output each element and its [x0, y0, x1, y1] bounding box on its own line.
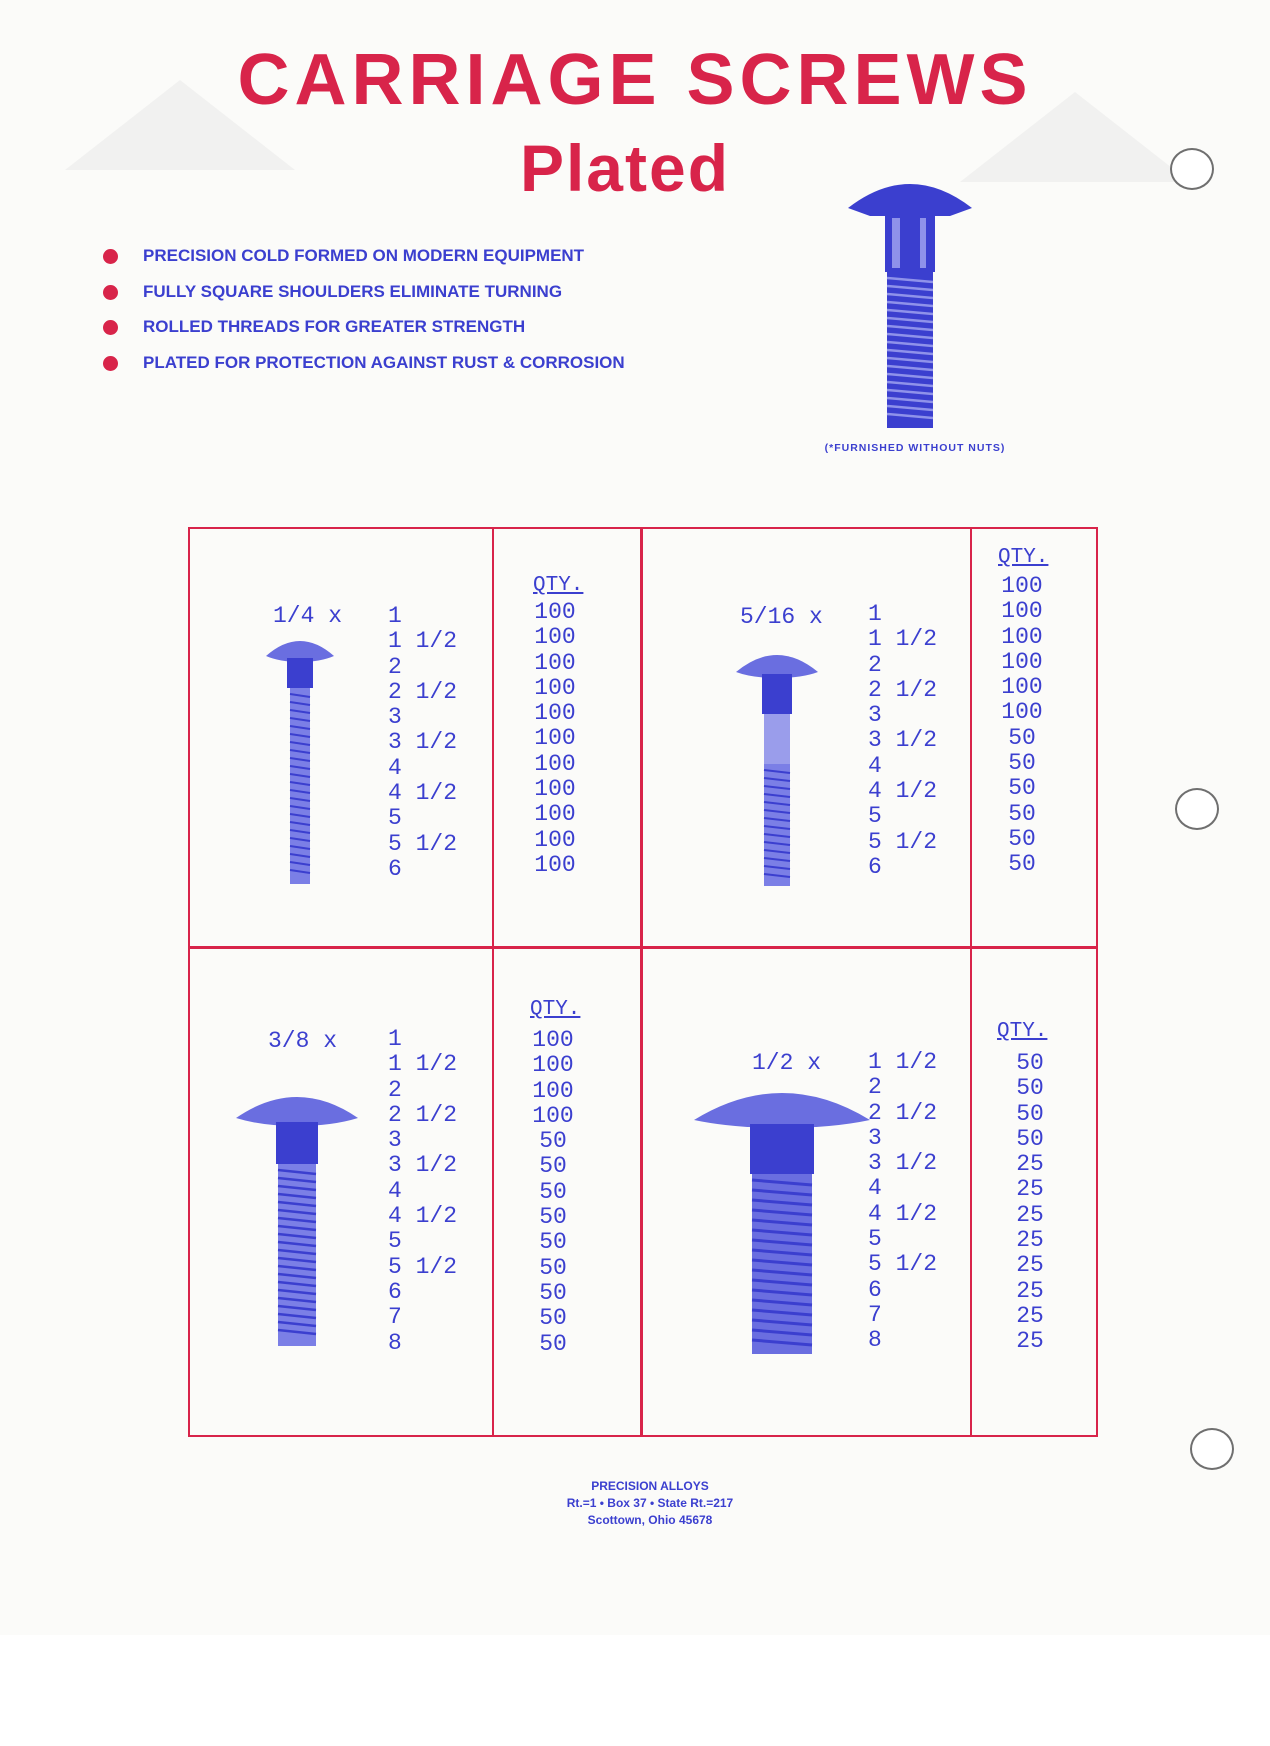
length-item: 4 1/2	[868, 778, 938, 805]
size-label: 5/16 x	[740, 604, 823, 630]
feature-item: PRECISION COLD FORMED ON MODERN EQUIPMENT	[100, 238, 625, 274]
quantity-item: 25	[1016, 1252, 1044, 1279]
length-item: 3	[388, 1127, 402, 1154]
feature-item: ROLLED THREADS FOR GREATER STRENGTH	[100, 309, 625, 345]
length-item: 4	[388, 754, 402, 781]
company-name: PRECISION ALLOYS	[591, 1479, 709, 1493]
quantity-item: 50	[1016, 1050, 1044, 1076]
quantity-item: 100	[534, 826, 576, 853]
binder-hole-icon	[1190, 1428, 1234, 1470]
quantity-list	[995, 1051, 1065, 1355]
feature-item: PLATED FOR PROTECTION AGAINST RUST & CORROSION	[100, 345, 625, 381]
length-item: 3	[868, 1124, 882, 1151]
length-item: 1	[388, 1026, 402, 1052]
length-item: 5 1/2	[868, 828, 938, 855]
quantity-item: 100	[1001, 699, 1043, 726]
quantity-list	[987, 574, 1057, 878]
qty-divider-right	[970, 527, 972, 1437]
carriage-screw-icon	[260, 632, 340, 892]
length-list	[868, 1050, 937, 1354]
quantity-item: 100	[532, 1052, 574, 1079]
length-item: 2 1/2	[388, 1101, 458, 1128]
length-list	[868, 602, 937, 880]
length-item: 4 1/2	[388, 1203, 458, 1230]
quantity-item: 100	[534, 624, 576, 651]
quantity-item: 100	[532, 1077, 574, 1104]
quantity-item: 50	[539, 1153, 567, 1180]
length-item: 2 1/2	[388, 678, 458, 705]
bullet-dot-icon	[103, 285, 118, 300]
length-item: 1	[868, 601, 882, 627]
quantity-item: 100	[534, 776, 576, 803]
quantity-item: 25	[1016, 1201, 1044, 1228]
quantity-list	[520, 600, 590, 878]
qty-header: QTY.	[998, 546, 1049, 569]
quantity-item: 100	[1001, 573, 1043, 599]
quantity-item: 100	[534, 649, 576, 676]
length-item: 5	[868, 803, 882, 830]
length-item: 6	[868, 1276, 882, 1303]
quantity-item: 50	[1016, 1075, 1044, 1102]
company-city: Scottown, Ohio 45678	[587, 1513, 713, 1527]
quantity-item: 50	[1008, 775, 1036, 802]
bullet-dot-icon	[103, 356, 118, 371]
page-title: CARRIAGE SCREWS	[237, 40, 1033, 120]
quantity-item: 50	[1008, 750, 1036, 777]
quantity-item: 25	[1016, 1277, 1044, 1304]
grid-divider-vertical	[640, 527, 643, 1437]
quantity-item: 25	[1016, 1302, 1044, 1329]
quantity-item: 100	[534, 700, 576, 727]
length-list	[388, 604, 457, 882]
length-item: 5 1/2	[868, 1251, 938, 1278]
length-item: 1 1/2	[868, 626, 938, 653]
quantity-item: 100	[1001, 648, 1043, 675]
size-label: 1/4 x	[273, 603, 343, 629]
quantity-item: 25	[1016, 1151, 1044, 1178]
quantity-item: 50	[1016, 1125, 1044, 1152]
quantity-item: 100	[534, 599, 576, 625]
length-item: 2	[868, 651, 882, 678]
size-label: 1/2 x	[752, 1050, 822, 1076]
quantity-list	[518, 1028, 588, 1357]
length-item: 2 1/2	[868, 676, 938, 703]
quantity-item: 50	[1008, 851, 1036, 878]
binder-hole-icon	[1175, 788, 1219, 830]
length-item: 1 1/2	[388, 1051, 458, 1078]
qty-header: QTY.	[997, 1020, 1048, 1043]
length-item: 8	[868, 1327, 882, 1354]
quantity-item: 25	[1016, 1227, 1044, 1254]
length-item: 7	[868, 1301, 882, 1328]
length-item: 5	[388, 1228, 402, 1255]
length-item: 8	[388, 1329, 402, 1356]
quantity-item: 50	[539, 1254, 567, 1281]
quantity-item: 50	[539, 1229, 567, 1256]
carriage-screw-icon	[840, 178, 980, 438]
length-item: 1 1/2	[388, 628, 458, 655]
length-item: 2 1/2	[868, 1099, 938, 1126]
length-item: 2	[388, 653, 402, 680]
length-item: 3	[388, 704, 402, 731]
bullet-dot-icon	[103, 249, 118, 264]
length-item: 4	[868, 752, 882, 779]
nuts-note: (*FURNISHED WITHOUT NUTS)	[824, 442, 1006, 454]
length-item: 4 1/2	[388, 780, 458, 807]
quantity-item: 100	[534, 801, 576, 828]
quantity-item: 50	[539, 1178, 567, 1205]
quantity-item: 50	[1008, 800, 1036, 827]
quantity-item: 100	[1001, 598, 1043, 625]
length-item: 5 1/2	[388, 1253, 458, 1280]
length-item: 2	[388, 1076, 402, 1103]
quantity-item: 100	[1001, 623, 1043, 650]
length-item: 1 1/2	[868, 1049, 938, 1075]
quantity-item: 50	[1008, 825, 1036, 852]
quantity-item: 50	[539, 1204, 567, 1231]
quantity-item: 100	[1001, 674, 1043, 701]
length-item: 3 1/2	[388, 729, 458, 756]
feature-item: FULLY SQUARE SHOULDERS ELIMINATE TURNING	[100, 274, 625, 310]
length-item: 3	[868, 702, 882, 729]
feature-list	[100, 238, 625, 380]
length-item: 6	[868, 853, 882, 880]
quantity-item: 50	[539, 1279, 567, 1306]
length-item: 4	[388, 1177, 402, 1204]
length-list	[388, 1027, 457, 1356]
size-label: 3/8 x	[268, 1028, 338, 1054]
quantity-item: 25	[1016, 1328, 1044, 1355]
quantity-item: 100	[532, 1027, 574, 1053]
carriage-screw-icon	[232, 1086, 362, 1356]
length-item: 6	[388, 1278, 402, 1305]
length-item: 2	[868, 1074, 882, 1101]
length-item: 3 1/2	[868, 1150, 938, 1177]
quantity-item: 50	[539, 1330, 567, 1357]
length-item: 3 1/2	[388, 1152, 458, 1179]
carriage-screw-icon	[692, 1082, 872, 1362]
company-address: Rt.=1 • Box 37 • State Rt.=217	[566, 1496, 734, 1510]
quantity-item: 50	[539, 1305, 567, 1332]
length-item: 3 1/2	[868, 727, 938, 754]
length-item: 7	[388, 1304, 402, 1331]
length-item: 4	[868, 1175, 882, 1202]
length-item: 4 1/2	[868, 1200, 938, 1227]
bullet-dot-icon	[103, 320, 118, 335]
length-item: 1	[388, 603, 402, 629]
carriage-screw-icon	[732, 646, 822, 896]
qty-divider-left	[492, 527, 494, 1437]
qty-header: QTY.	[530, 998, 581, 1021]
length-item: 6	[388, 855, 402, 882]
quantity-item: 100	[534, 674, 576, 701]
quantity-item: 50	[539, 1128, 567, 1155]
qty-header: QTY.	[533, 574, 584, 597]
quantity-item: 100	[534, 851, 576, 878]
quantity-item: 100	[534, 750, 576, 777]
length-item: 5	[868, 1226, 882, 1253]
quantity-item: 100	[532, 1102, 574, 1129]
company-footer	[500, 1478, 800, 1529]
quantity-item: 25	[1016, 1176, 1044, 1203]
page-subtitle: Plated	[519, 131, 731, 205]
grid-divider-horizontal	[188, 946, 1098, 949]
quantity-item: 50	[1016, 1100, 1044, 1127]
length-item: 5 1/2	[388, 830, 458, 857]
length-item: 5	[388, 805, 402, 832]
quantity-item: 50	[1008, 724, 1036, 751]
quantity-item: 100	[534, 725, 576, 752]
